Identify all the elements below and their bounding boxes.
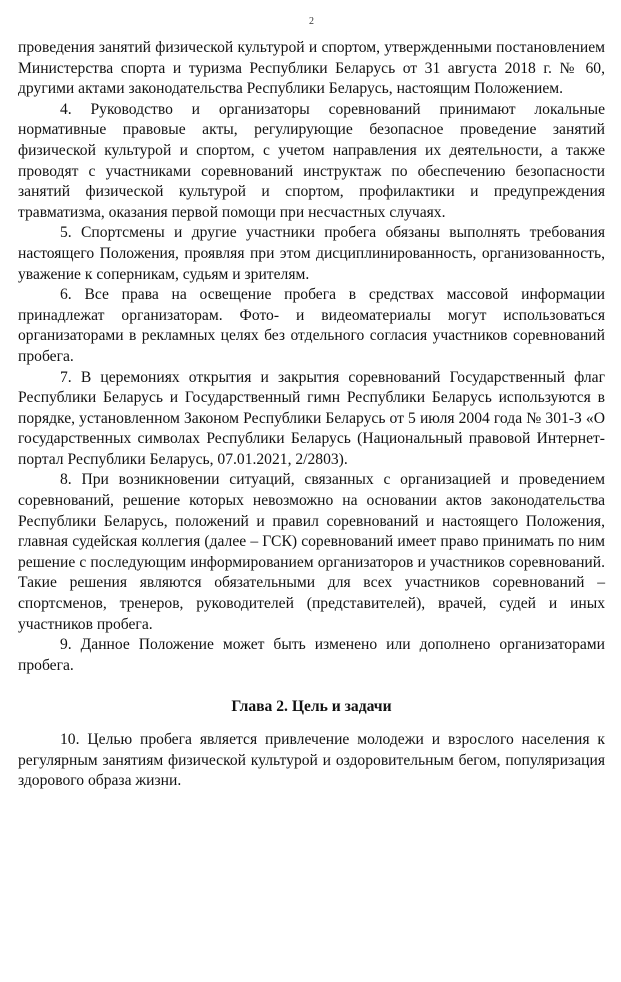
paragraph-10: 10. Целью пробега является привлечение молодежи и взрослого населения к регулярным занятиям физической культурой и оздоровительным бегом, популяризация здорового образа жизни. xyxy=(18,731,605,790)
paragraph-6: 6. Все права на освещение пробега в средствах массовой информации принадлежат организаторам. Фото- и видеоматериалы могут использоваться организаторами в рекламных целях без отдельного согласия участников соревнований пробега. xyxy=(18,286,605,365)
paragraph-4: 4. Руководство и организаторы соревнований принимают локальные нормативные правовые акты, регулирующие безопасное проведение занятий физической культурой и спортом, с учетом направления их деятельности, а также проводят с участниками соревнований инструктаж по обеспечению безопасности занятий физической культурой и спортом, профилактики и предупреждения травматизма, оказания первой помощи при несчастных случаях. xyxy=(18,100,605,221)
paragraph-continued: проведения занятий физической культурой и спортом, утвержденными постановлением Министерства спорта и туризма Республики Беларусь от 31 августа 2018 г. № 60, другими актами законодательства Республики Беларусь, настоящим Положением. xyxy=(18,39,605,98)
paragraph-8: 8. При возникновении ситуаций, связанных с организацией и проведением соревнований, решение которых невозможно на основании актов законодательства Республики Беларусь, положений и правил соревнований и настоящего Положения, главная судейская коллегия (далее – ГСК) соревнований имеет право принимать по ним решение с последующим информированием организаторов и участников соревнований. Такие решения являются обязательными для всех участников соревнований – спортсменов, тренеров, руководителей (представителей), врачей, судей и иных участников пробега. xyxy=(18,471,605,633)
paragraph-5: 5. Спортсмены и другие участники пробега обязаны выполнять требования настоящего Положения, проявляя при этом дисциплинированность, организованность, уважение к соперникам, судьям и зрителям. xyxy=(18,224,605,283)
paragraph-7: 7. В церемониях открытия и закрытия соревнований Государственный флаг Республики Беларусь и Государственный гимн Республики Беларусь используются в порядке, установленном Законом Республики Беларусь от 5 июля 2004 года № 301-З «О государственных символах Республики Беларусь (Национальный правовой Интернет-портал Республики Беларусь, 07.01.2021, 2/2803). xyxy=(18,368,605,468)
document-body xyxy=(18,38,605,792)
page-number: 2 xyxy=(309,16,314,27)
chapter-title: Глава 2. Цель и задачи xyxy=(231,698,392,716)
paragraph-9: 9. Данное Положение может быть изменено или дополнено организаторами пробега. xyxy=(18,636,605,674)
